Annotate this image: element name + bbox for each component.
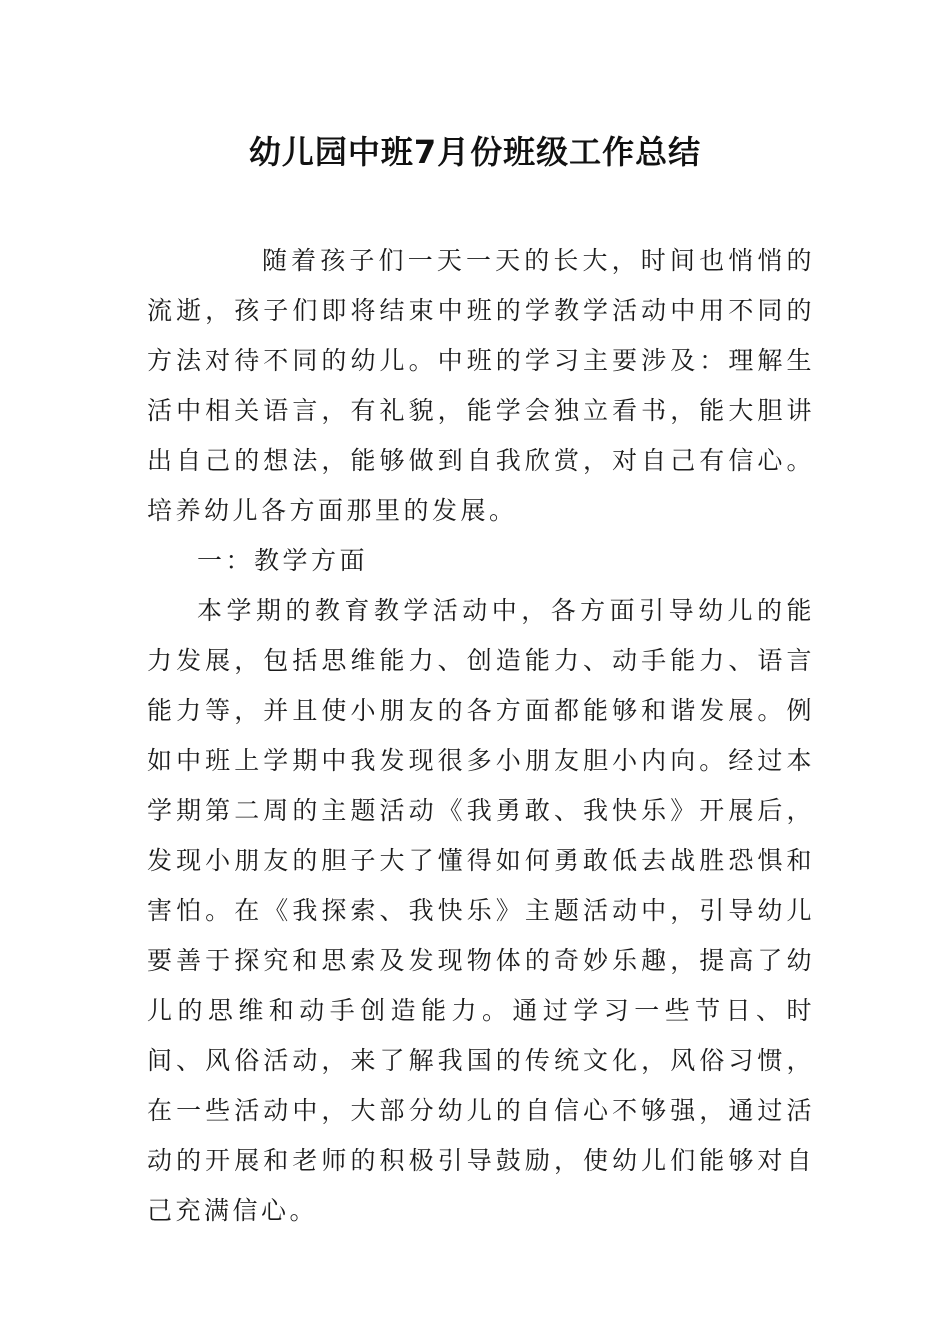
- section-heading-teaching: 一：教学方面: [197, 546, 369, 575]
- document-title: 幼儿园中班7月份班级工作总结: [248, 133, 702, 171]
- teaching-paragraph: 本学期的教育教学活动中，各方面引导幼儿的能力发展，包括思维能力、创造能力、动手能力、语言能力等，并且使小朋友的各方面都能够和谐发展。例如中班上学期中我发现很多小朋友胆小内向。经过本学期第二周的主题活动《我勇敢、我快乐》开展后，发现小朋友的胆子大了懂得如何勇敢低去战胜恐惧和害怕。在《我探索、我快乐》主题活动中，引导幼儿要善于探究和思索及发现物体的奇妙乐趣，提高了幼儿的思维和动手创造能力。通过学习一些节日、时间、风俗活动，来了解我国的传统文化，风俗习惯，在一些活动中，大部分幼儿的自信心不够强，通过活动的开展和老师的积极引导鼓励，使幼儿们能够对自己充满信心。: [147, 596, 815, 1225]
- intro-paragraph: 随着孩子们一天一天的长大，时间也悄悄的流逝，孩子们即将结束中班的学教学活动中用不同的方法对待不同的幼儿。中班的学习主要涉及：理解生活中相关语言，有礼貌，能学会独立看书，能大胆讲出自己的想法，能够做到自我欣赏，对自己有信心。培养幼儿各方面那里的发展。: [147, 246, 815, 525]
- document-body: [147, 236, 815, 1236]
